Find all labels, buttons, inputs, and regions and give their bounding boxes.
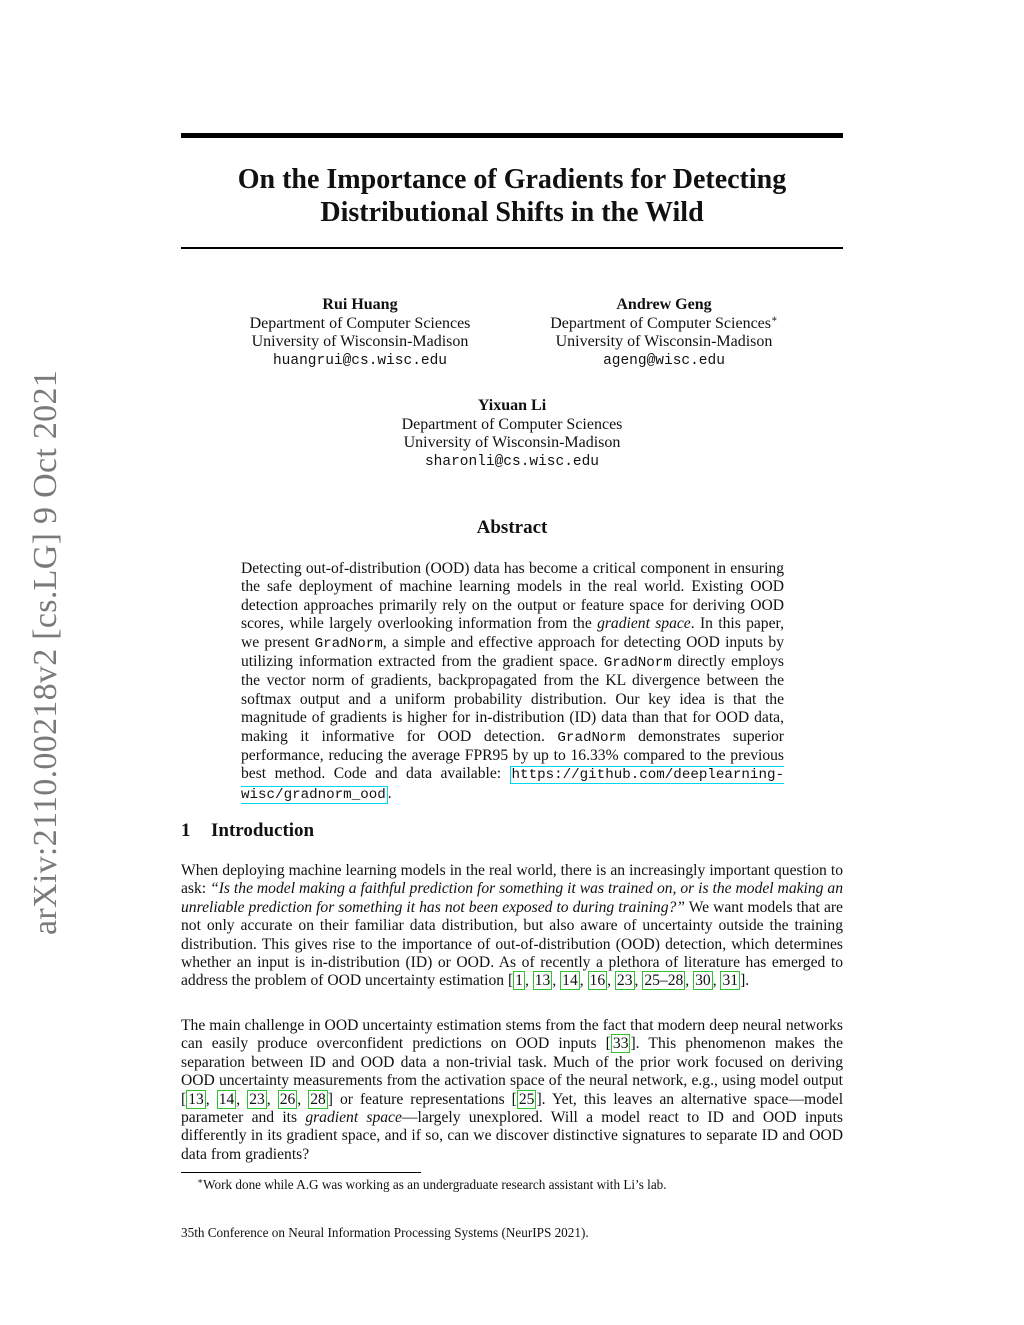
quoted-question: “Is the model making a faithful prediction for something it was trained on, or is the model making an unreliable prediction for something it has not been exposed to during training?”	[181, 880, 843, 916]
section-title: Introduction	[211, 820, 315, 841]
code-url-link[interactable]: https://github.com/deeplearning-wisc/gradnorm_ood	[241, 767, 784, 803]
citation-link[interactable]: 14	[562, 972, 578, 990]
abstract-text-part: . In this paper, we present	[241, 615, 784, 651]
paragraph-text: When deploying machine learning models in the real world, there is an increasingly important question to ask:	[181, 862, 843, 898]
citation-link[interactable]: 33	[612, 1035, 629, 1053]
paragraph-text: ] or feature representations [	[327, 1090, 517, 1108]
citation-link[interactable]: 14	[218, 1090, 235, 1108]
author-email[interactable]: ageng@wisc.edu	[603, 352, 725, 369]
abstract-text-part: .	[387, 784, 392, 802]
abstract-emphasis: gradient space	[597, 615, 691, 633]
citation-link[interactable]: 25–28	[644, 972, 684, 990]
citation-link[interactable]: 16	[589, 972, 606, 990]
intro-paragraph-2: The main challenge in OOD uncertainty estimation stems from the fact that modern deep neural networks can easily produce overconfident predictions on OOD inputs [ 33 ]. This phenomenon makes the separation between ID and OOD data a non-trivial task. Much of the prior work focused on deriving OOD uncertainty measurements from the activation space of the neural network, e.g., using model output [ 13 , 14 , 23 , 26 , 28 ] or feature representations [ 25 ]. Yet, this leaves an alternative space—model parameter and its gradient space—largely unexplored. Will a model react to ID and OOD inputs differently in its gradient space, and if so, can we discover distinctive signatures to separate ID and OOD data from gradients?	[181, 1017, 844, 1163]
arxiv-stamp: arXiv:2110.00218v2 [cs.LG] 9 Oct 2021	[27, 369, 64, 935]
citation-link[interactable]: 31	[722, 972, 739, 990]
author-department: Department of Computer Sciences	[401, 415, 623, 433]
title-line-1: On the Importance of Gradients for Detecting	[237, 164, 787, 195]
abstract-text-part: Detecting out-of-distribution (OOD) data has become a critical component in ensuring the safe deployment of machine learning models in the real world. Existing OOD detection approaches primarily rely on the output or feature space for deriving OOD scores, while largely overlooking information from the	[241, 560, 784, 633]
venue-line: 35th Conference on Neural Information Processing Systems (NeurIPS 2021).	[181, 1225, 589, 1240]
citation-link[interactable]: 1	[515, 972, 523, 990]
author-university: University of Wisconsin-Madison	[555, 333, 773, 350]
citation-link[interactable]: 23	[249, 1090, 265, 1108]
author-name: Yixuan Li	[477, 397, 547, 414]
footnote-mark[interactable]: ∗	[771, 313, 778, 325]
paragraph-text: ]. This phenomenon makes the separation between ID and OOD data a non-trivial task. Much of the prior work focused on deriving OOD uncertainty measurements from the activation space of the neural network, e.g., using model output [	[181, 1035, 843, 1108]
paper-title	[181, 163, 843, 229]
abstract-text	[241, 560, 784, 804]
section-heading	[181, 820, 314, 842]
footnote-mark: ∗	[197, 1176, 204, 1186]
author-email[interactable]: huangrui@cs.wisc.edu	[272, 352, 448, 369]
method-name: GradNorm	[557, 729, 626, 746]
author-university: University of Wisconsin-Madison	[403, 434, 621, 451]
author-department-text: Department of Computer Sciences	[550, 314, 772, 332]
author-department	[514, 315, 814, 334]
citation-link[interactable]: 28	[310, 1090, 326, 1108]
abstract-heading: Abstract	[476, 517, 548, 538]
paragraph-text: ]. Yet, this leaves an alternative space—model parameter and its	[181, 1090, 844, 1127]
author-block	[362, 397, 662, 471]
intro-paragraph-1: When deploying machine learning models in the real world, there is an increasingly important question to ask: “Is the model making a faithful prediction for something it was trained on, or is the model making an unreliable prediction for something it has not been exposed to during training?” We want models that are not only accurate on their familiar data distribution, but also aware of uncertainty outside the training distribution. This gives rise to the importance of out-of-distribution (OOD) detection, which determines whether an input is in-distribution (ID) or OOD. As of recently a plethora of literature has emerged to address the problem of OOD uncertainty estimation [ 1 , 13 , 14 , 16 , 23 , 25–28 , 30 , 31 ].	[181, 862, 843, 990]
paragraph-text: ].	[740, 972, 750, 990]
title-top-rule	[181, 133, 843, 138]
author-block	[210, 296, 510, 370]
paragraph-text: —largely unexplored. Will a model react to ID and OOD inputs differently in its gradient space, and if so, can we discover distinctive signatures to separate ID and OOD data from gradients?	[181, 1109, 843, 1163]
citation-link[interactable]: 25	[518, 1090, 535, 1108]
citation-link[interactable]: 13	[188, 1090, 204, 1108]
title-line-2: Distributional Shifts in the Wild	[320, 197, 704, 228]
author-department: Department of Computer Sciences	[249, 314, 471, 332]
paragraph-text: The main challenge in OOD uncertainty estimation stems from the fact that modern deep neural networks can easily produce overconfident predictions on OOD inputs [	[181, 1017, 843, 1053]
abstract-text-part: , a simple and effective approach for detecting OOD inputs by utilizing information extracted from the gradient space.	[241, 633, 784, 671]
footnote-text: Work done while A.G was working as an undergraduate research assistant with Li’s lab.	[203, 1177, 667, 1192]
author-name: Andrew Geng	[616, 296, 712, 313]
citation-link[interactable]: 30	[695, 972, 711, 990]
method-name: GradNorm	[314, 635, 383, 652]
citation-link[interactable]: 23	[616, 972, 633, 990]
footnote-rule	[181, 1172, 421, 1173]
author-block	[514, 296, 814, 370]
paragraph-text: We want models that are not only accurate on their familiar data distribution, but also aware of uncertainty outside the training distribution. This gives rise to the importance of out-of-distribution (OOD) detection, which determines whether an input is in-distribution (ID) or OOD. As of recently a plethora of literature has emerged to address the problem of OOD uncertainty estimation [	[181, 898, 843, 990]
author-email[interactable]: sharonli@cs.wisc.edu	[424, 453, 600, 470]
section-number: 1	[181, 820, 191, 841]
footnote	[197, 1177, 667, 1193]
citation-link[interactable]: 13	[534, 972, 551, 990]
author-university: University of Wisconsin-Madison	[251, 333, 469, 350]
abstract-text-part: directly employs the vector norm of gradients, backpropagated from the KL divergence between the softmax output and a uniform probability distribution. Our key idea is that the magnitude of gradients is higher for in-distribution (ID) data than that for OOD data, making it informative for OOD detection.	[241, 653, 784, 745]
title-bottom-rule	[181, 247, 843, 249]
citation-link[interactable]: 26	[279, 1090, 296, 1108]
abstract-text-part: demonstrates superior performance, reducing the average FPR95 by up to 16.33% compared to the previous best method. Code and data available:	[241, 727, 784, 783]
emphasis-text: gradient space	[305, 1109, 402, 1127]
author-name: Rui Huang	[322, 296, 398, 313]
method-name: GradNorm	[603, 655, 672, 672]
